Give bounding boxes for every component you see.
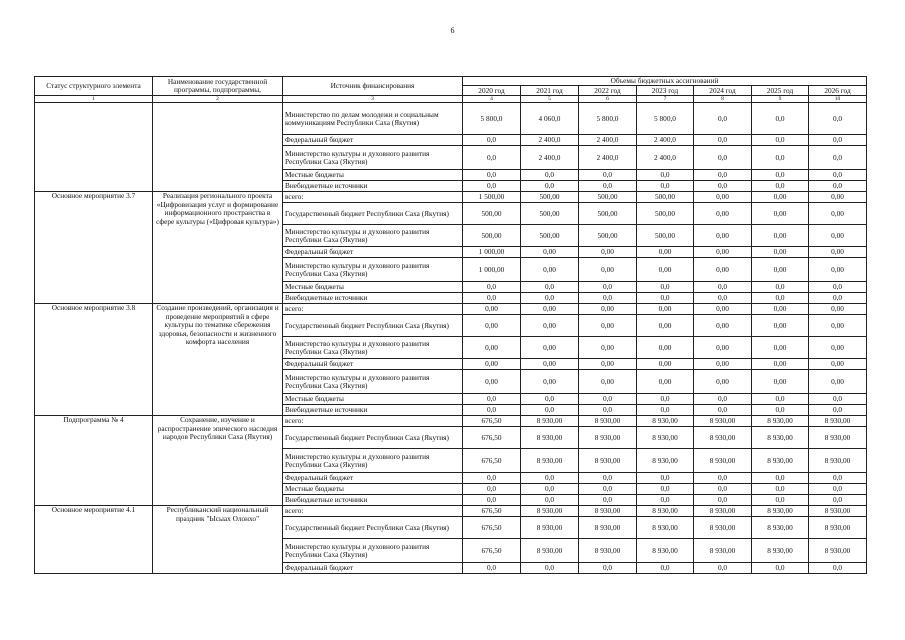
budget-value: 500,00 [637,192,694,203]
budget-value: 8 930,00 [694,449,752,473]
column-index: 6 [579,96,637,103]
header-year: 2025 год [752,86,809,96]
budget-value: 4 060,0 [521,103,579,135]
budget-value: 0,0 [809,170,867,181]
funding-source: Министерство культуры и духовного развития Республики Саха (Якутия) [283,146,463,170]
funding-source: Государственный бюджет Республики Саха (Якутия) [283,203,463,225]
program-name: Республиканский национальный праздник "Ысыах Олонхо" [153,506,283,574]
header-year: 2026 год [809,86,867,96]
budget-value: 0,00 [809,304,867,315]
budget-value: 0,0 [809,473,867,484]
funding-source: Федеральный бюджет [283,135,463,146]
budget-value: 500,00 [579,225,637,247]
budget-value: 0,0 [752,181,809,192]
budget-value: 0,00 [809,337,867,359]
budget-value: 500,00 [579,203,637,225]
budget-value: 676,50 [463,506,521,517]
budget-value: 8 930,00 [752,517,809,539]
budget-value: 2 400,0 [521,135,579,146]
budget-value: 0,00 [521,315,579,337]
program-name: Создание произведений, организация и проведение мероприятий в сфере культуры по тематике сбережения здоровья, безопасности и жизненного комфорта населения [153,304,283,416]
budget-value: 0,00 [809,225,867,247]
budget-value: 0,00 [752,304,809,315]
budget-value: 0,0 [579,293,637,304]
funding-source: Внебюджетные источники [283,181,463,192]
funding-source: всего: [283,304,463,315]
budget-value: 0,00 [809,370,867,394]
budget-value: 0,00 [637,337,694,359]
budget-value: 0,00 [809,247,867,258]
budget-value: 8 930,00 [752,506,809,517]
budget-value: 8 930,00 [637,517,694,539]
budget-value: 8 930,00 [579,416,637,427]
budget-value: 0,00 [809,359,867,370]
budget-value: 1 000,00 [463,258,521,282]
budget-value: 8 930,00 [752,539,809,563]
budget-value: 0,0 [752,394,809,405]
budget-value: 0,00 [579,304,637,315]
budget-value: 8 930,00 [637,539,694,563]
budget-value: 0,0 [809,495,867,506]
budget-value: 8 930,00 [809,539,867,563]
budget-value: 0,0 [579,394,637,405]
budget-value: 0,0 [579,181,637,192]
funding-source: Министерство по делам молодежи и социальным коммуникациям Республики Саха (Якутия) [283,103,463,135]
budget-value: 0,0 [521,170,579,181]
budget-value: 0,00 [521,247,579,258]
budget-value: 0,00 [752,192,809,203]
budget-value: 0,0 [809,293,867,304]
funding-source: Министерство культуры и духовного развития Республики Саха (Якутия) [283,225,463,247]
funding-source: Министерство культуры и духовного развития Республики Саха (Якутия) [283,337,463,359]
budget-value: 0,00 [752,203,809,225]
budget-value: 0,0 [463,146,521,170]
budget-value: 0,00 [809,203,867,225]
header-status: Статус структурного элемента [35,77,153,96]
column-index: 1 [35,96,153,103]
budget-value: 0,00 [694,304,752,315]
budget-value: 8 930,00 [637,416,694,427]
structural-element-status: Основное мероприятие 3.7 [35,192,153,304]
budget-value: 0,00 [637,315,694,337]
funding-source: всего: [283,416,463,427]
budget-value: 0,0 [694,146,752,170]
budget-value: 0,00 [521,304,579,315]
budget-value: 0,0 [694,293,752,304]
budget-value: 2 400,0 [579,135,637,146]
funding-source: Местные бюджеты [283,484,463,495]
budget-value: 0,00 [463,337,521,359]
structural-element-status: Подпрограмма № 4 [35,416,153,506]
budget-value: 0,0 [752,146,809,170]
table-row [35,103,867,135]
budget-value: 500,00 [521,192,579,203]
budget-value: 0,0 [637,563,694,574]
budget-value: 0,0 [694,135,752,146]
header-year: 2024 год [694,86,752,96]
budget-value: 0,0 [637,282,694,293]
budget-value: 0,0 [809,103,867,135]
budget-value: 8 930,00 [579,517,637,539]
budget-value: 0,00 [579,370,637,394]
budget-value: 0,0 [637,394,694,405]
header-year: 2022 год [579,86,637,96]
budget-value: 0,0 [694,495,752,506]
budget-value: 0,0 [752,135,809,146]
header-volumes: Объемы бюджетных ассигнований [463,77,867,86]
budget-value: 0,00 [752,258,809,282]
budget-value: 5 800,0 [463,103,521,135]
budget-value: 0,0 [637,170,694,181]
structural-element-status: Основное мероприятие 4.1 [35,506,153,574]
budget-value: 8 930,00 [809,416,867,427]
budget-value: 8 930,00 [637,449,694,473]
program-name: Реализация регионального проекта «Цифровизация услуг и формирование информационного пространства в сфере культуры («Цифровая культура») [153,192,283,304]
budget-value: 2 400,0 [579,146,637,170]
table-row [35,304,867,315]
funding-source: Федеральный бюджет [283,473,463,484]
budget-value: 0,00 [637,304,694,315]
budget-value: 0,00 [637,247,694,258]
budget-value: 0,0 [809,135,867,146]
budget-value: 0,0 [694,170,752,181]
budget-value: 0,0 [694,473,752,484]
budget-value: 2 400,0 [637,135,694,146]
budget-value: 500,00 [521,225,579,247]
funding-source: Внебюджетные источники [283,293,463,304]
budget-value: 0,00 [637,370,694,394]
budget-value: 0,00 [752,315,809,337]
budget-value: 0,0 [521,405,579,416]
funding-source: Внебюджетные источники [283,405,463,416]
budget-value: 0,0 [752,405,809,416]
budget-value: 676,50 [463,449,521,473]
budget-value: 8 930,00 [521,416,579,427]
header-name: Наименование государственной программы, подпрограммы, [153,77,283,96]
budget-value: 0,00 [463,359,521,370]
table-row [35,416,867,427]
budget-value: 0,00 [752,225,809,247]
budget-value: 500,00 [463,225,521,247]
budget-value: 8 930,00 [521,517,579,539]
budget-value: 8 930,00 [752,416,809,427]
budget-value: 5 800,0 [579,103,637,135]
budget-value: 500,00 [463,203,521,225]
funding-source: Государственный бюджет Республики Саха (Якутия) [283,315,463,337]
budget-value: 8 930,00 [637,427,694,449]
budget-value: 0,0 [694,181,752,192]
budget-value: 8 930,00 [752,427,809,449]
budget-value: 0,0 [752,293,809,304]
budget-value: 0,00 [809,258,867,282]
budget-value: 0,0 [463,495,521,506]
header-year: 2020 год [463,86,521,96]
budget-value: 0,00 [694,247,752,258]
structural-element-status: Основное мероприятие 3.8 [35,304,153,416]
budget-value: 0,0 [637,181,694,192]
budget-value: 8 930,00 [809,506,867,517]
budget-value: 0,0 [521,282,579,293]
budget-value: 8 930,00 [809,427,867,449]
funding-source: Федеральный бюджет [283,359,463,370]
budget-value: 0,0 [694,103,752,135]
budget-value: 2 400,0 [521,146,579,170]
column-index: 9 [752,96,809,103]
budget-value: 8 930,00 [694,539,752,563]
budget-value: 1 500,00 [463,192,521,203]
structural-element-status [35,103,153,192]
budget-value: 0,0 [579,282,637,293]
budget-value: 8 930,00 [694,517,752,539]
table-row [35,192,867,203]
budget-value: 0,00 [694,315,752,337]
budget-value: 8 930,00 [809,449,867,473]
funding-source: Государственный бюджет Республики Саха (Якутия) [283,517,463,539]
column-index: 4 [463,96,521,103]
budget-value: 0,0 [752,282,809,293]
budget-value: 500,00 [637,203,694,225]
budget-value: 0,0 [521,394,579,405]
funding-source: Государственный бюджет Республики Саха (Якутия) [283,427,463,449]
budget-value: 8 930,00 [752,449,809,473]
budget-value: 0,00 [809,192,867,203]
budget-value: 0,0 [694,405,752,416]
budget-value: 0,0 [637,405,694,416]
header-source: Источник финансирования [283,77,463,96]
budget-value: 0,00 [521,359,579,370]
program-name: Сохранение, изучение и распространение эпического наследия народов Республики Саха (Якутия) [153,416,283,506]
budget-value: 5 800,0 [637,103,694,135]
funding-source: всего: [283,506,463,517]
budget-value: 0,00 [694,203,752,225]
budget-table [34,76,867,574]
budget-value: 0,0 [694,563,752,574]
budget-value: 0,0 [521,293,579,304]
budget-value: 500,00 [579,192,637,203]
header-year: 2023 год [637,86,694,96]
budget-value: 0,0 [579,473,637,484]
budget-value: 0,0 [463,293,521,304]
table-row [35,506,867,517]
budget-value: 0,00 [579,337,637,359]
budget-value: 0,0 [463,405,521,416]
budget-value: 0,0 [637,484,694,495]
budget-value: 0,00 [637,258,694,282]
budget-value: 0,0 [752,103,809,135]
funding-source: Федеральный бюджет [283,563,463,574]
budget-value: 8 930,00 [579,427,637,449]
column-index: 2 [153,96,283,103]
budget-value: 0,0 [809,282,867,293]
budget-value: 676,50 [463,539,521,563]
budget-value: 8 930,00 [521,449,579,473]
budget-value: 0,0 [579,405,637,416]
column-index: 8 [694,96,752,103]
budget-value: 0,0 [637,473,694,484]
funding-source: всего: [283,192,463,203]
budget-value: 0,0 [809,181,867,192]
budget-value: 0,00 [521,258,579,282]
funding-source: Местные бюджеты [283,170,463,181]
budget-value: 0,00 [694,359,752,370]
budget-value: 0,0 [637,293,694,304]
budget-value: 0,0 [463,484,521,495]
budget-value: 676,50 [463,416,521,427]
budget-value: 0,0 [521,473,579,484]
budget-value: 0,0 [463,394,521,405]
budget-value: 1 000,00 [463,247,521,258]
budget-value: 0,0 [463,282,521,293]
column-index: 3 [283,96,463,103]
budget-value: 0,00 [521,337,579,359]
budget-value: 0,00 [521,370,579,394]
budget-value: 0,0 [463,135,521,146]
budget-value: 0,0 [463,181,521,192]
funding-source: Местные бюджеты [283,282,463,293]
budget-value: 676,50 [463,517,521,539]
budget-value: 8 930,00 [521,427,579,449]
budget-value: 0,0 [694,394,752,405]
budget-value: 8 930,00 [694,506,752,517]
budget-value: 0,00 [637,359,694,370]
budget-value: 2 400,0 [637,146,694,170]
funding-source: Министерство культуры и духовного развития Республики Саха (Якутия) [283,370,463,394]
budget-value: 0,00 [463,370,521,394]
budget-value: 0,00 [694,258,752,282]
funding-source: Министерство культуры и духовного развития Республики Саха (Якутия) [283,258,463,282]
column-index: 7 [637,96,694,103]
budget-value: 0,00 [579,258,637,282]
budget-value: 0,0 [809,484,867,495]
budget-value: 0,0 [521,181,579,192]
budget-value: 500,00 [637,225,694,247]
funding-source: Министерство культуры и духовного развития Республики Саха (Якутия) [283,539,463,563]
budget-value: 0,0 [463,170,521,181]
budget-value: 0,0 [694,484,752,495]
budget-value: 676,50 [463,427,521,449]
budget-value: 0,00 [752,370,809,394]
budget-value: 0,00 [694,192,752,203]
budget-value: 0,0 [579,170,637,181]
budget-value: 0,00 [752,247,809,258]
budget-value: 8 930,00 [579,539,637,563]
budget-value: 8 930,00 [521,506,579,517]
budget-value: 0,00 [752,359,809,370]
budget-value: 8 930,00 [809,517,867,539]
budget-value: 0,0 [463,563,521,574]
budget-value: 0,0 [694,282,752,293]
funding-source: Местные бюджеты [283,394,463,405]
budget-value: 8 930,00 [579,506,637,517]
budget-value: 0,0 [809,563,867,574]
budget-value: 0,0 [752,495,809,506]
budget-value: 8 930,00 [637,506,694,517]
budget-value: 0,00 [579,315,637,337]
funding-source: Министерство культуры и духовного развития Республики Саха (Якутия) [283,449,463,473]
budget-value: 0,00 [752,337,809,359]
header-year: 2021 год [521,86,579,96]
budget-value: 0,00 [463,315,521,337]
column-index: 5 [521,96,579,103]
budget-value: 0,00 [694,225,752,247]
budget-value: 0,0 [752,563,809,574]
budget-value: 0,0 [752,170,809,181]
budget-value: 0,00 [694,370,752,394]
funding-source: Внебюджетные источники [283,495,463,506]
budget-value: 0,0 [752,484,809,495]
budget-value: 0,00 [579,359,637,370]
budget-value: 8 930,00 [521,539,579,563]
budget-value: 0,00 [809,315,867,337]
budget-value: 8 930,00 [694,416,752,427]
budget-value: 0,0 [752,473,809,484]
budget-value: 0,0 [809,405,867,416]
budget-value: 0,0 [579,495,637,506]
budget-value: 0,00 [579,247,637,258]
budget-value: 0,00 [463,304,521,315]
budget-value: 0,0 [637,495,694,506]
budget-value: 500,00 [521,203,579,225]
budget-value: 0,00 [694,337,752,359]
program-name [153,103,283,192]
page-number: 6 [450,26,455,35]
budget-value: 0,0 [521,484,579,495]
funding-source: Федеральный бюджет [283,247,463,258]
budget-value: 0,0 [809,146,867,170]
column-index: 10 [809,96,867,103]
budget-value: 0,0 [809,394,867,405]
budget-value: 0,0 [463,473,521,484]
budget-value: 8 930,00 [694,427,752,449]
budget-value: 0,0 [579,484,637,495]
budget-value: 0,0 [579,563,637,574]
budget-value: 0,0 [521,563,579,574]
budget-value: 0,0 [521,495,579,506]
budget-value: 8 930,00 [579,449,637,473]
